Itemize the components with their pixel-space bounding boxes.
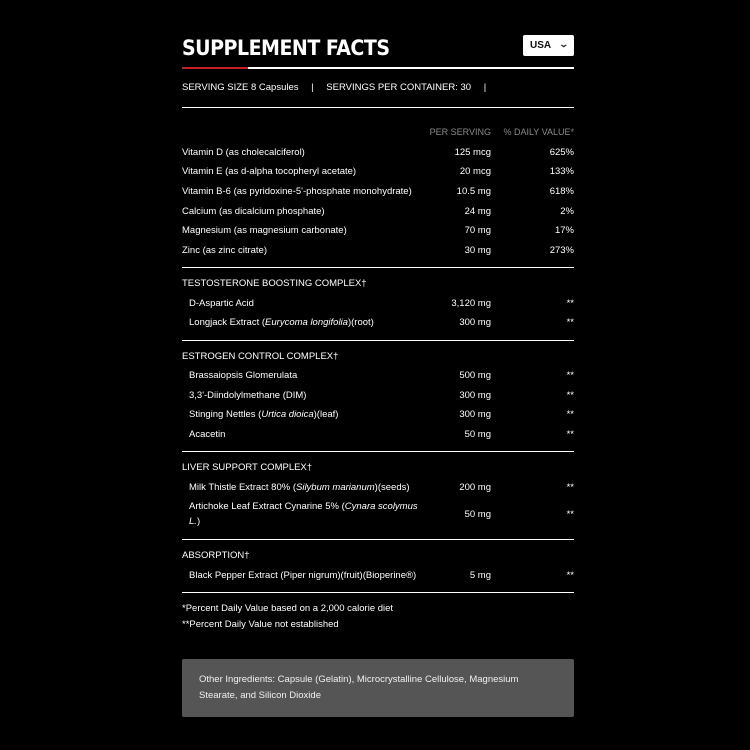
divider [182, 340, 574, 341]
section-heading-estrogen: ESTROGEN CONTROL COMPLEX† [182, 351, 339, 362]
ingredient-name: Milk Thistle Extract 80% (Silybum marianum)(seeds) [189, 482, 410, 493]
nutrient-amount: 70 mg [464, 225, 491, 236]
nutrient-name: Calcium (as dicalcium phosphate) [182, 206, 325, 217]
section-heading-liver: LIVER SUPPORT COMPLEX† [182, 462, 313, 473]
ingredient-amount: 5 mg [469, 570, 491, 581]
nutrient-row [182, 147, 574, 163]
nutrient-amount: 10.5 mg [456, 186, 491, 197]
other-ingredients-box [182, 659, 574, 717]
divider [182, 267, 574, 268]
ingredient-daily-value: ** [566, 570, 574, 581]
page-title: SUPPLEMENT FACTS [182, 36, 390, 61]
divider [182, 451, 574, 452]
nutrient-row [182, 245, 574, 261]
nutrient-name: Zinc (as zinc citrate) [182, 245, 267, 256]
serving-info [182, 82, 496, 93]
ingredient-row [182, 317, 574, 333]
footnote-daily-value: *Percent Daily Value based on a 2,000 calorie diet [182, 603, 394, 614]
ingredient-daily-value: ** [566, 409, 574, 420]
ingredient-amount: 3,120 mg [451, 298, 491, 309]
nutrient-name: Vitamin E (as d-alpha tocopheryl acetate) [182, 166, 357, 177]
ingredient-amount: 300 mg [459, 317, 491, 328]
ingredient-row [182, 482, 574, 498]
ingredient-amount: 50 mg [464, 429, 491, 440]
ingredient-amount: 300 mg [459, 409, 491, 420]
region-select[interactable] [523, 35, 574, 56]
ingredient-amount: 500 mg [459, 370, 491, 381]
nutrient-name: Vitamin B-6 (as pyridoxine-5'-phosphate monohydrate) [182, 186, 412, 197]
section-heading-testosterone: TESTOSTERONE BOOSTING COMPLEX† [182, 278, 367, 289]
nutrient-amount: 20 mcg [459, 166, 491, 177]
nutrient-amount: 30 mg [464, 245, 491, 256]
ingredient-daily-value: ** [566, 482, 574, 493]
nutrient-amount: 125 mcg [454, 147, 491, 158]
separator: | [311, 82, 314, 93]
ingredient-name: Artichoke Leaf Extract Cynarine 5% (Cynara scolymus L.) [189, 501, 418, 527]
nutrient-daily-value: 625% [549, 147, 574, 158]
ingredient-row [182, 429, 574, 445]
section-heading-absorption: ABSORPTION† [182, 550, 250, 561]
servings-per-container: SERVINGS PER CONTAINER: 30 [326, 82, 472, 93]
region-select-value: USA [530, 40, 552, 51]
ingredient-name: Acacetin [189, 429, 226, 440]
ingredient-name: 3,3'-Diindolylmethane (DIM) [189, 390, 307, 401]
ingredient-daily-value: ** [566, 429, 574, 440]
ingredient-row [182, 298, 574, 314]
nutrient-daily-value: 133% [549, 166, 574, 177]
ingredient-daily-value: ** [566, 370, 574, 381]
ingredient-name: Brassaiopsis Glomerulata [189, 370, 298, 381]
other-ingredients-text: Other Ingredients: Capsule (Gelatin), Microcrystalline Cellulose, Magnesium Stearate, and Silicon Dioxide [199, 674, 519, 701]
ingredient-amount: 200 mg [459, 482, 491, 493]
ingredient-row [182, 390, 574, 406]
ingredient-amount: 50 mg [464, 509, 491, 520]
column-header-daily-value: % DAILY VALUE* [503, 127, 574, 137]
ingredient-daily-value: ** [566, 298, 574, 309]
ingredient-daily-value: ** [566, 509, 574, 520]
nutrient-daily-value: 2% [560, 206, 574, 217]
nutrient-amount: 24 mg [464, 206, 491, 217]
chevron-down-icon: ⌄ [558, 39, 570, 49]
nutrient-row [182, 206, 574, 222]
nutrient-row [182, 166, 574, 182]
serving-size: SERVING SIZE 8 Capsules [182, 82, 299, 93]
ingredient-row [182, 409, 574, 425]
ingredient-name: Black Pepper Extract (Piper nigrum)(fruit)(Bioperine®) [189, 570, 417, 581]
nutrient-name: Vitamin D (as cholecalciferol) [182, 147, 305, 158]
ingredient-daily-value: ** [566, 317, 574, 328]
separator: | [483, 82, 487, 93]
divider [182, 107, 574, 108]
ingredient-amount: 300 mg [459, 390, 491, 401]
column-header-per-serving: PER SERVING [429, 127, 491, 137]
ingredient-row [182, 570, 574, 586]
accent-divider [182, 67, 248, 69]
nutrient-daily-value: 618% [549, 186, 574, 197]
ingredient-row [182, 370, 574, 386]
divider [182, 539, 574, 540]
ingredient-row [182, 509, 574, 525]
nutrient-name: Magnesium (as magnesium carbonate) [182, 225, 347, 236]
ingredient-name: D-Aspartic Acid [189, 298, 254, 309]
ingredient-name: Stinging Nettles (Urtica dioica)(leaf) [189, 409, 339, 420]
footnote-not-established: **Percent Daily Value not established [182, 619, 339, 630]
divider [182, 592, 574, 593]
nutrient-daily-value: 17% [554, 225, 574, 236]
nutrient-row [182, 186, 574, 202]
ingredient-name: Longjack Extract (Eurycoma longifolia)(root) [189, 317, 374, 328]
nutrient-row [182, 225, 574, 241]
ingredient-daily-value: ** [566, 390, 574, 401]
nutrient-daily-value: 273% [549, 245, 574, 256]
